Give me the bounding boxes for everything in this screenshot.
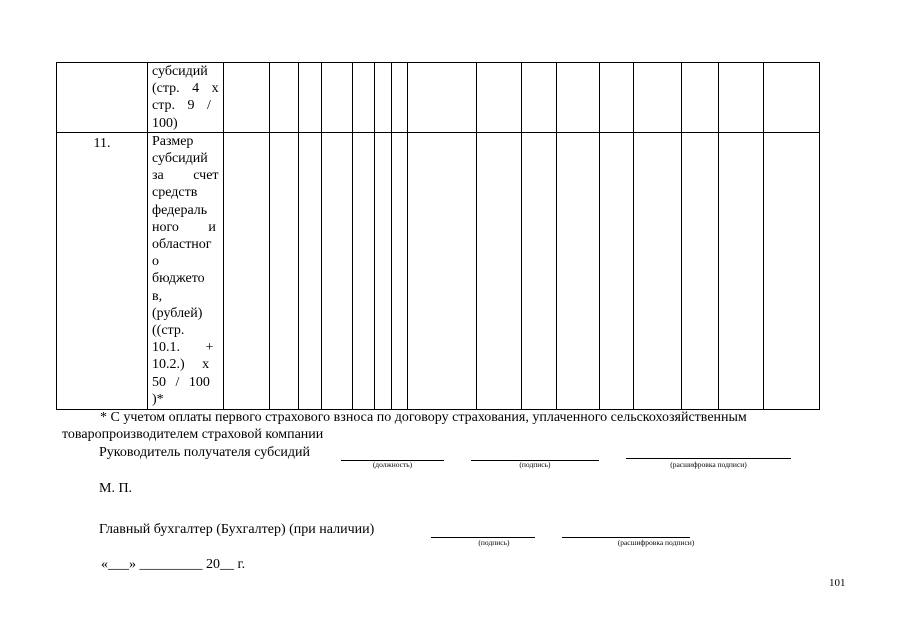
page-number: 101 xyxy=(829,577,846,589)
data-cell xyxy=(407,63,476,133)
data-cell xyxy=(374,63,391,133)
data-cell xyxy=(599,132,633,409)
data-cell xyxy=(521,132,556,409)
desc-line: )* xyxy=(152,391,164,407)
desc-line: областног xyxy=(152,237,212,253)
position-caption: (должность) xyxy=(372,460,413,469)
data-cell xyxy=(298,63,321,133)
data-cell xyxy=(476,132,521,409)
decoding-line xyxy=(626,458,791,459)
subsidy-table xyxy=(56,62,820,410)
row-description-cell xyxy=(148,132,224,409)
table-row-prev xyxy=(57,63,820,133)
data-cell xyxy=(269,132,298,409)
data-cell xyxy=(763,132,819,409)
data-cell xyxy=(298,132,321,409)
footnote-line-2: товаропроизводителем страховой компании xyxy=(62,427,324,442)
stamp-place: М. П. xyxy=(99,481,133,496)
desc-line: 10.1. + xyxy=(152,340,214,356)
desc-line: 100) xyxy=(152,115,178,131)
accountant-signature-caption: (подпись) xyxy=(478,538,510,547)
desc-line: субсидий xyxy=(152,64,208,79)
signature-caption: (подпись) xyxy=(519,460,551,469)
data-cell xyxy=(352,63,374,133)
desc-line: бюджето xyxy=(152,271,205,287)
desc-line: 50 / 100 xyxy=(152,374,210,390)
accountant-signature-label: Главный бухгалтер (Бухгалтер) (при наличии) xyxy=(99,522,375,537)
desc-line: субсидий xyxy=(152,151,208,167)
data-cell xyxy=(633,132,681,409)
decoding-caption: (расшифровка подписи) xyxy=(670,460,747,469)
table-row-11 xyxy=(57,132,820,409)
data-cell xyxy=(521,63,556,133)
desc-line: ного и xyxy=(152,219,216,235)
data-cell xyxy=(223,63,269,133)
desc-line: (рублей) xyxy=(152,305,203,321)
data-cell xyxy=(269,63,298,133)
data-cell xyxy=(633,63,681,133)
data-cell xyxy=(718,63,763,133)
data-cell xyxy=(681,63,718,133)
desc-line: стр. 9 / xyxy=(152,98,211,114)
data-cell xyxy=(223,132,269,409)
data-cell xyxy=(681,132,718,409)
desc-line: средств xyxy=(152,185,198,201)
data-cell xyxy=(321,63,352,133)
desc-line: федераль xyxy=(152,202,208,218)
desc-line: в, xyxy=(152,288,163,304)
data-cell xyxy=(352,132,374,409)
data-cell xyxy=(391,63,407,133)
desc-line: 10.2.) х xyxy=(152,357,210,373)
data-cell xyxy=(374,132,391,409)
row-number-cell xyxy=(57,63,148,133)
data-cell xyxy=(476,63,521,133)
row-number-cell: 11. xyxy=(57,132,148,409)
data-cell xyxy=(321,132,352,409)
desc-line: за счет xyxy=(152,168,219,184)
subsidy-table-fragment xyxy=(56,62,820,410)
desc-line: (стр. 4 х xyxy=(152,81,219,97)
date-line: «___» _________ 20__ г. xyxy=(101,557,246,572)
data-cell xyxy=(718,132,763,409)
desc-line: о xyxy=(152,254,159,270)
accountant-decoding-caption: (расшифровка подписи) xyxy=(617,538,695,547)
data-cell xyxy=(599,63,633,133)
desc-line: ((стр. xyxy=(152,323,185,339)
data-cell xyxy=(763,63,819,133)
data-cell xyxy=(556,63,599,133)
data-cell xyxy=(407,132,476,409)
data-cell xyxy=(391,132,407,409)
desc-line: Размер xyxy=(152,133,194,149)
data-cell xyxy=(556,132,599,409)
footnote-line-1: * С учетом оплаты первого страхового взноса по договору страхования, уплаченного сельскохозяйственным xyxy=(100,410,747,425)
row-description-cell xyxy=(148,63,224,133)
head-signature-label: Руководитель получателя субсидий xyxy=(99,445,311,460)
